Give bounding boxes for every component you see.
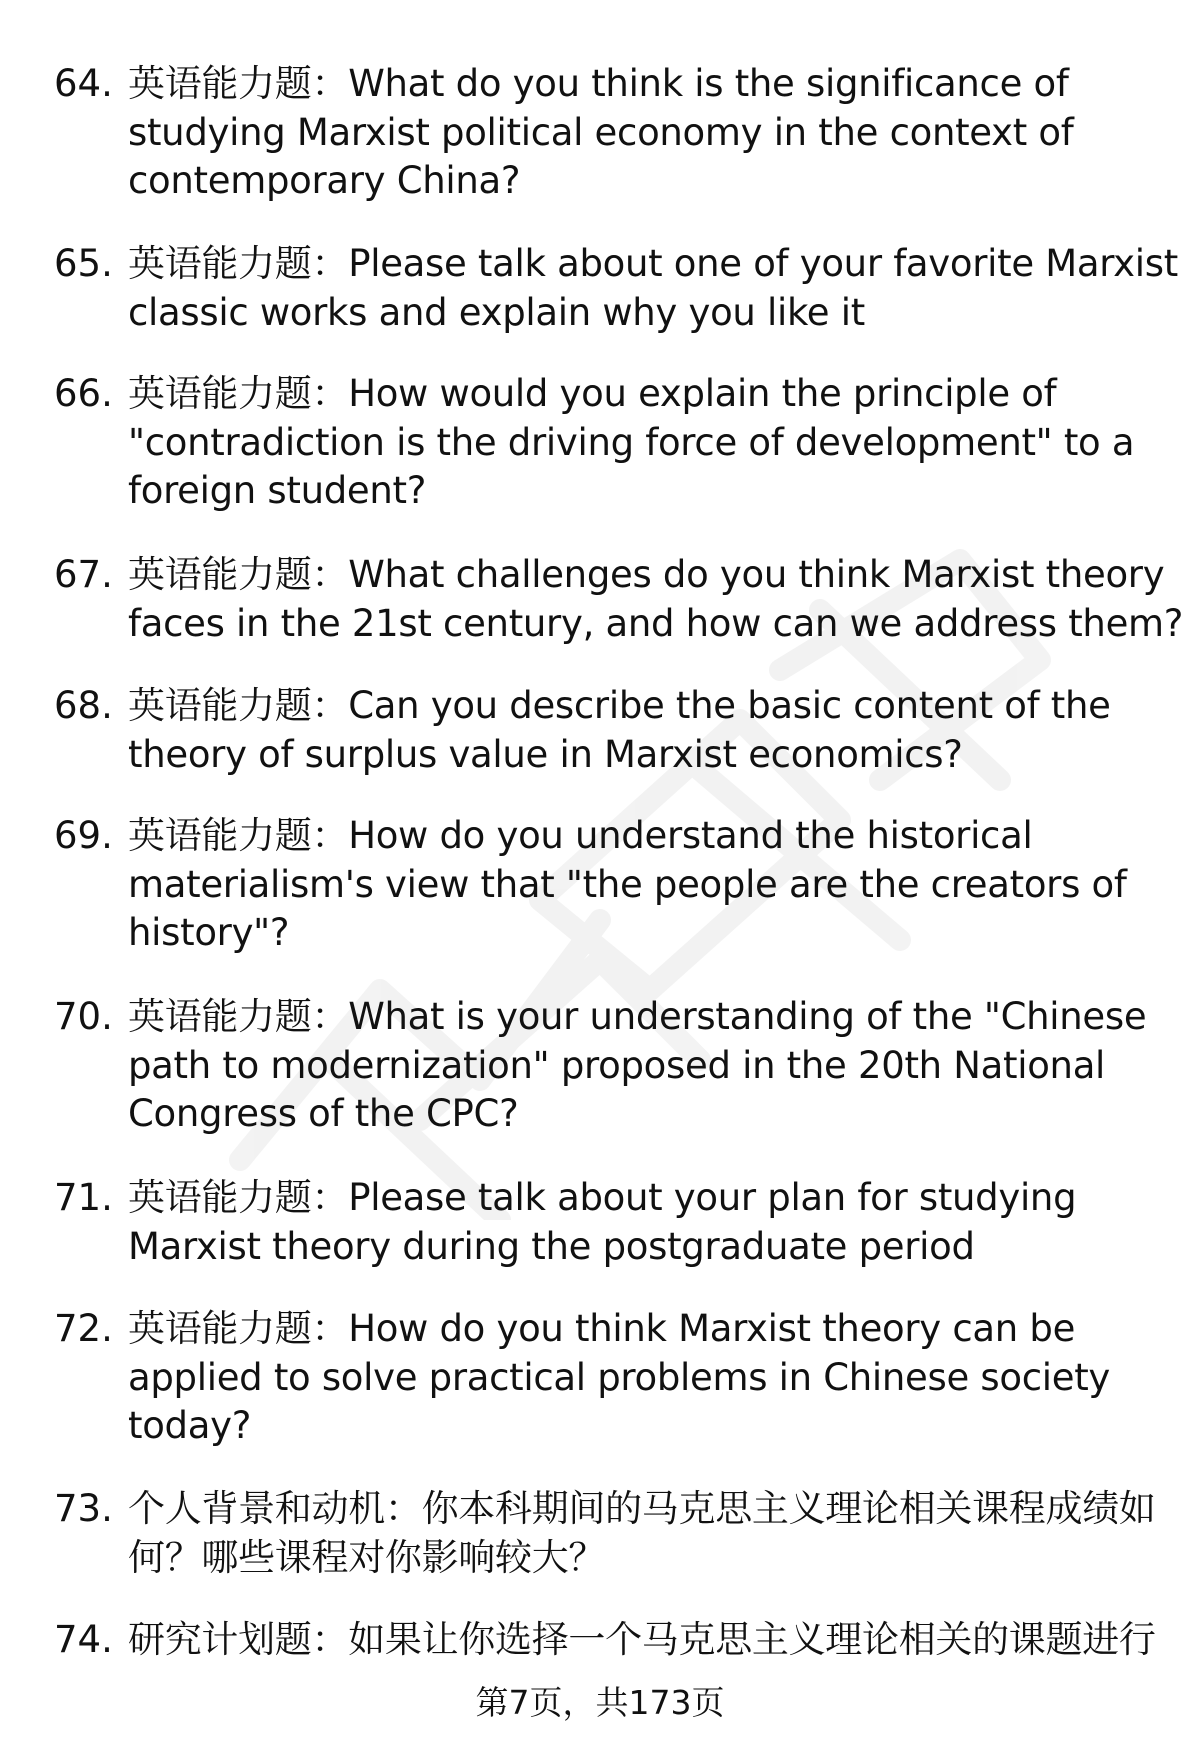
question-text: 英语能力题：How would you explain the principle of "contradiction is the driving force of development" to a foreign student? [128, 372, 1135, 512]
question-text: 英语能力题：How do you understand the historical materialism's view that "the people are the creators of history"? [128, 814, 1127, 954]
question-number: 67. [54, 553, 113, 596]
question-number: 64. [54, 62, 113, 105]
question-number: 70. [54, 995, 113, 1038]
question-text: 英语能力题：What do you think is the significance of studying Marxist political economy in the context of contemporary China? [128, 62, 1074, 202]
page-number-footer: 第7页，共173页 [475, 1683, 725, 1722]
question-number: 71. [54, 1176, 113, 1219]
question-number: 66. [54, 372, 113, 415]
question-text: 英语能力题：How do you think Marxist theory can be applied to solve practical problems in Chinese society today? [128, 1307, 1111, 1447]
question-number: 69. [54, 814, 113, 857]
question-number: 74. [54, 1618, 113, 1661]
question-number: 72. [54, 1307, 113, 1350]
question-number: 73. [54, 1487, 113, 1530]
question-text: 个人背景和动机：你本科期间的马克思主义理论相关课程成绩如何？哪些课程对你影响较大？ [128, 1487, 1156, 1579]
question-text: 英语能力题：What challenges do you think Marxist theory faces in the 21st century, and how can we address them? [128, 553, 1184, 645]
question-text: 英语能力题：Please talk about one of your favorite Marxist classic works and explain why you like it [128, 242, 1178, 334]
question-number: 65. [54, 242, 113, 285]
question-number: 68. [54, 684, 113, 727]
question-text: 英语能力题：What is your understanding of the "Chinese path to modernization" proposed in the 20th National Congress of the CPC? [128, 995, 1147, 1135]
question-text: 英语能力题：Please talk about your plan for studying Marxist theory during the postgraduate period [128, 1176, 1077, 1268]
question-text: 英语能力题：Can you describe the basic content of the theory of surplus value in Marxist economics? [128, 684, 1111, 776]
question-text: 研究计划题：如果让你选择一个马克思主义理论相关的课题进行 [128, 1618, 1156, 1661]
